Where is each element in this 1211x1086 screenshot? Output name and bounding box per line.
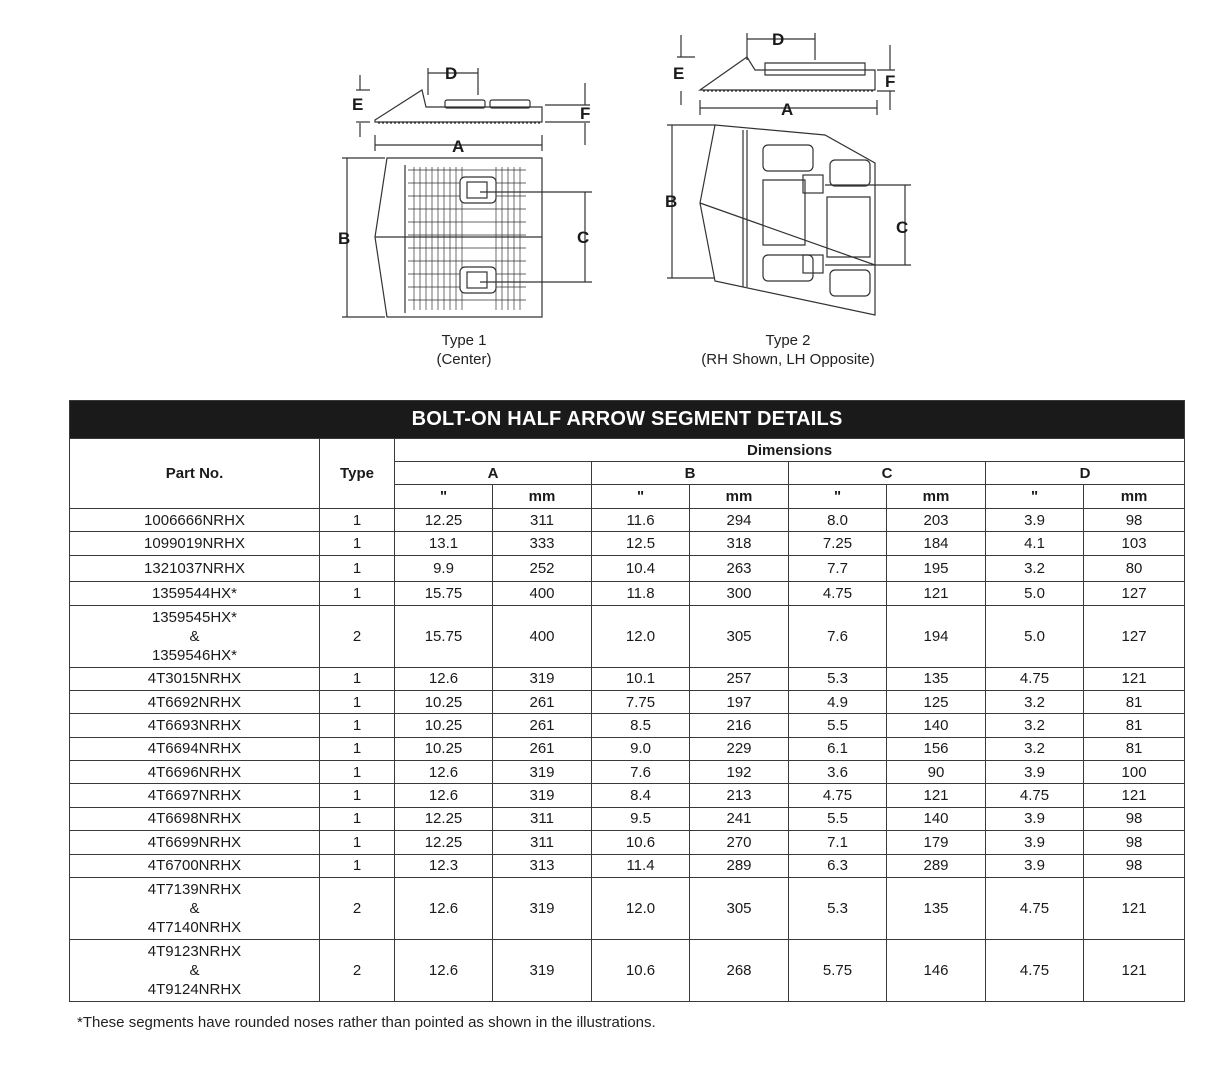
dimension-cell: 11.4 [592, 854, 690, 877]
dimension-cell: 9.5 [592, 807, 690, 830]
dimension-cell: 100 [1084, 761, 1185, 784]
header-group-d: D [986, 462, 1185, 485]
dimension-cell: 8.0 [789, 509, 887, 532]
part-number-cell [70, 509, 320, 532]
part-number-cell [70, 555, 320, 581]
part-number: 4T3015NRHX [147, 670, 242, 688]
part-number-cell [70, 784, 320, 807]
dimension-cell: 10.6 [592, 939, 690, 1001]
type-cell: 2 [320, 877, 395, 939]
segment-details-table [69, 400, 1185, 1002]
type1-caption [404, 331, 524, 369]
dim-label-a: A [452, 137, 465, 156]
dimension-cell: 261 [493, 737, 592, 760]
dimension-cell: 203 [887, 509, 986, 532]
table-row [70, 509, 1185, 532]
dim-label-d: D [445, 64, 458, 83]
type-cell: 1 [320, 582, 395, 605]
table-row [70, 555, 1185, 581]
part-number: 1099019NRHX [144, 535, 245, 553]
table-title: BOLT-ON HALF ARROW SEGMENT DETAILS [70, 401, 1185, 439]
dimension-cell: 4.75 [789, 582, 887, 605]
table-row [70, 532, 1185, 555]
dimension-cell: 81 [1084, 714, 1185, 737]
part-number: 1321037NRHX [144, 559, 245, 577]
type2-drawing [655, 25, 915, 325]
table-row [70, 831, 1185, 854]
dimension-cell: 7.25 [789, 532, 887, 555]
part-number-cell [70, 532, 320, 555]
dimension-cell: 229 [690, 737, 789, 760]
type2-dim-label-d: D [772, 30, 785, 49]
part-number: 4T7140NRHX [147, 918, 242, 936]
part-number-cell [70, 761, 320, 784]
dimension-cell: 156 [887, 737, 986, 760]
table-row [70, 667, 1185, 690]
dimension-cell: 10.25 [395, 690, 493, 713]
part-number-cell [70, 737, 320, 760]
table-row [70, 761, 1185, 784]
dimension-cell: 10.6 [592, 831, 690, 854]
dimension-cell: 3.9 [986, 761, 1084, 784]
dimension-cell: 12.6 [395, 667, 493, 690]
dimension-cell: 241 [690, 807, 789, 830]
table-row [70, 939, 1185, 1001]
table-body [70, 509, 1185, 1002]
dimension-cell: 333 [493, 532, 592, 555]
dimension-cell: 13.1 [395, 532, 493, 555]
dimension-cell: 90 [887, 761, 986, 784]
dimension-cell: 5.0 [986, 605, 1084, 667]
table-row [70, 877, 1185, 939]
header-unit: " [789, 485, 887, 509]
dimension-cell: 121 [1084, 667, 1185, 690]
type-cell: 1 [320, 532, 395, 555]
header-group-a: A [395, 462, 592, 485]
part-number: 4T6697NRHX [147, 787, 242, 805]
dimension-cell: 8.4 [592, 784, 690, 807]
dimension-cell: 5.75 [789, 939, 887, 1001]
dimension-cell: 12.25 [395, 509, 493, 532]
footnote: *These segments have rounded noses rather than pointed as shown in the illustrations. [77, 1014, 656, 1031]
dim-label-c: C [577, 228, 590, 247]
table-row [70, 807, 1185, 830]
dimension-cell: 4.9 [789, 690, 887, 713]
header-group-c: C [789, 462, 986, 485]
dimension-cell: 103 [1084, 532, 1185, 555]
table-row [70, 714, 1185, 737]
type-cell: 2 [320, 939, 395, 1001]
part-number-cell [70, 831, 320, 854]
dimension-cell: 7.7 [789, 555, 887, 581]
dimension-cell: 9.9 [395, 555, 493, 581]
type2-dim-label-e: E [673, 64, 685, 83]
type2-caption-line1: Type 2 [765, 332, 811, 349]
dimension-cell: 400 [493, 605, 592, 667]
table-row [70, 605, 1185, 667]
dimension-cell: 9.0 [592, 737, 690, 760]
dimension-cell: 305 [690, 877, 789, 939]
dim-label-b: B [338, 229, 351, 248]
part-number: 4T6692NRHX [147, 693, 242, 711]
dimension-cell: 305 [690, 605, 789, 667]
table-row [70, 737, 1185, 760]
dimension-cell: 3.9 [986, 509, 1084, 532]
dimension-cell: 195 [887, 555, 986, 581]
dimension-cell: 3.2 [986, 555, 1084, 581]
dimension-cell: 4.75 [986, 784, 1084, 807]
dimension-cell: 12.3 [395, 854, 493, 877]
part-number: 4T6693NRHX [147, 716, 242, 734]
dimension-cell: 197 [690, 690, 789, 713]
dimension-cell: 263 [690, 555, 789, 581]
dimension-cell: 12.0 [592, 605, 690, 667]
part-number-cell [70, 582, 320, 605]
header-type: Type [320, 439, 395, 509]
part-number-cell [70, 854, 320, 877]
type2-caption-line2: (RH Shown, LH Opposite) [701, 351, 875, 368]
dimension-cell: 311 [493, 831, 592, 854]
part-number-cell [70, 939, 320, 1001]
dimension-cell: 294 [690, 509, 789, 532]
part-number: 4T6700NRHX [147, 857, 242, 875]
dim-label-e: E [352, 95, 364, 114]
dimension-cell: 8.5 [592, 714, 690, 737]
dimension-cell: 98 [1084, 807, 1185, 830]
part-number-cell [70, 714, 320, 737]
dimension-cell: 289 [690, 854, 789, 877]
header-unit: " [395, 485, 493, 509]
dimension-cell: 98 [1084, 854, 1185, 877]
dimension-cell: 311 [493, 509, 592, 532]
dimension-cell: 12.0 [592, 877, 690, 939]
type-cell: 1 [320, 831, 395, 854]
dimension-cell: 268 [690, 939, 789, 1001]
dimension-cell: 261 [493, 714, 592, 737]
part-number: 1359545HX* [151, 608, 238, 626]
header-unit: " [986, 485, 1084, 509]
dimension-cell: 252 [493, 555, 592, 581]
dimension-cell: 7.75 [592, 690, 690, 713]
dimension-cell: 319 [493, 761, 592, 784]
type-cell: 1 [320, 737, 395, 760]
dimension-cell: 313 [493, 854, 592, 877]
part-number-cell [70, 807, 320, 830]
table-row [70, 690, 1185, 713]
dimension-cell: 4.1 [986, 532, 1084, 555]
dimension-cell: 192 [690, 761, 789, 784]
dimension-cell: 3.2 [986, 737, 1084, 760]
dimension-cell: 80 [1084, 555, 1185, 581]
dimension-cell: 7.6 [592, 761, 690, 784]
part-number: 4T9124NRHX [147, 980, 242, 998]
dimension-cell: 10.25 [395, 714, 493, 737]
dimension-cell: 127 [1084, 582, 1185, 605]
dimension-cell: 15.75 [395, 605, 493, 667]
dimension-cell: 4.75 [986, 877, 1084, 939]
dimension-cell: 4.75 [789, 784, 887, 807]
part-number: 4T7139NRHX [147, 880, 242, 898]
part-number: & [189, 961, 200, 979]
type1-caption-line2: (Center) [436, 351, 492, 368]
dimension-cell: 6.3 [789, 854, 887, 877]
dimension-cell: 3.9 [986, 831, 1084, 854]
dimension-cell: 12.5 [592, 532, 690, 555]
dimension-cell: 184 [887, 532, 986, 555]
dimension-cell: 261 [493, 690, 592, 713]
part-number-cell [70, 605, 320, 667]
dimension-cell: 270 [690, 831, 789, 854]
dimension-cell: 7.6 [789, 605, 887, 667]
dimension-cell: 127 [1084, 605, 1185, 667]
dimension-cell: 3.2 [986, 690, 1084, 713]
part-number-cell [70, 690, 320, 713]
header-unit: mm [1084, 485, 1185, 509]
type1-caption-line1: Type 1 [441, 332, 487, 349]
dimension-cell: 11.6 [592, 509, 690, 532]
part-number: 1359544HX* [151, 584, 238, 602]
dimension-cell: 319 [493, 939, 592, 1001]
type-cell: 1 [320, 509, 395, 532]
dimension-cell: 300 [690, 582, 789, 605]
dimension-cell: 15.75 [395, 582, 493, 605]
dimension-cell: 194 [887, 605, 986, 667]
part-number: 4T9123NRHX [147, 942, 242, 960]
type-cell: 1 [320, 714, 395, 737]
dimension-cell: 140 [887, 807, 986, 830]
dimension-cell: 319 [493, 784, 592, 807]
part-number: 1359546HX* [151, 646, 238, 664]
part-number-cell [70, 877, 320, 939]
type-cell: 1 [320, 854, 395, 877]
table-row [70, 582, 1185, 605]
type-cell: 1 [320, 807, 395, 830]
dimension-cell: 400 [493, 582, 592, 605]
dimension-cell: 11.8 [592, 582, 690, 605]
dimension-cell: 98 [1084, 509, 1185, 532]
header-unit: " [592, 485, 690, 509]
header-dimensions: Dimensions [395, 439, 1185, 462]
dimension-cell: 10.1 [592, 667, 690, 690]
dimension-cell: 319 [493, 667, 592, 690]
dimension-cell: 5.3 [789, 877, 887, 939]
header-part-no: Part No. [70, 439, 320, 509]
header-unit: mm [690, 485, 789, 509]
type-cell: 1 [320, 690, 395, 713]
dimension-cell: 319 [493, 877, 592, 939]
dim-label-f: F [580, 104, 591, 123]
type2-dim-label-f: F [885, 72, 896, 91]
dimension-cell: 257 [690, 667, 789, 690]
dimension-cell: 121 [1084, 784, 1185, 807]
illustrations [0, 0, 1211, 380]
dimension-cell: 3.9 [986, 854, 1084, 877]
type2-dim-label-b: B [665, 192, 678, 211]
type-cell: 2 [320, 605, 395, 667]
dimension-cell: 3.2 [986, 714, 1084, 737]
dimension-cell: 10.4 [592, 555, 690, 581]
dimension-cell: 213 [690, 784, 789, 807]
type1-drawing [330, 55, 610, 325]
dimension-cell: 4.75 [986, 939, 1084, 1001]
dimension-cell: 5.5 [789, 807, 887, 830]
part-number: 4T6699NRHX [147, 833, 242, 851]
dimension-cell: 125 [887, 690, 986, 713]
dimension-cell: 216 [690, 714, 789, 737]
dimension-cell: 311 [493, 807, 592, 830]
part-number: 1006666NRHX [144, 511, 245, 529]
part-number: 4T6698NRHX [147, 810, 242, 828]
table-row [70, 784, 1185, 807]
dimension-cell: 4.75 [986, 667, 1084, 690]
dimension-cell: 135 [887, 877, 986, 939]
dimension-cell: 3.6 [789, 761, 887, 784]
dimension-cell: 12.6 [395, 761, 493, 784]
dimension-cell: 12.25 [395, 831, 493, 854]
dimension-cell: 179 [887, 831, 986, 854]
type2-dim-label-c: C [896, 218, 909, 237]
dimension-cell: 12.6 [395, 784, 493, 807]
part-number: & [189, 627, 200, 645]
dimension-cell: 81 [1084, 737, 1185, 760]
type-cell: 1 [320, 555, 395, 581]
header-group-b: B [592, 462, 789, 485]
type-cell: 1 [320, 784, 395, 807]
dimension-cell: 81 [1084, 690, 1185, 713]
dimension-cell: 140 [887, 714, 986, 737]
dimension-cell: 121 [1084, 877, 1185, 939]
dimension-cell: 10.25 [395, 737, 493, 760]
dimension-cell: 146 [887, 939, 986, 1001]
type2-dim-label-a: A [781, 100, 794, 119]
part-number: 4T6696NRHX [147, 763, 242, 781]
type2-caption [678, 331, 898, 369]
dimension-cell: 121 [887, 784, 986, 807]
dimension-cell: 12.6 [395, 877, 493, 939]
dimension-cell: 5.3 [789, 667, 887, 690]
table-row [70, 854, 1185, 877]
dimension-cell: 135 [887, 667, 986, 690]
type-cell: 1 [320, 667, 395, 690]
dimension-cell: 3.9 [986, 807, 1084, 830]
dimension-cell: 5.0 [986, 582, 1084, 605]
dimension-cell: 12.6 [395, 939, 493, 1001]
dimension-cell: 12.25 [395, 807, 493, 830]
type-cell: 1 [320, 761, 395, 784]
header-unit: mm [493, 485, 592, 509]
dimension-cell: 5.5 [789, 714, 887, 737]
dimension-cell: 121 [887, 582, 986, 605]
dimension-cell: 98 [1084, 831, 1185, 854]
header-unit: mm [887, 485, 986, 509]
part-number: & [189, 899, 200, 917]
part-number: 4T6694NRHX [147, 740, 242, 758]
dimension-cell: 6.1 [789, 737, 887, 760]
dimension-cell: 318 [690, 532, 789, 555]
dimension-cell: 7.1 [789, 831, 887, 854]
part-number-cell [70, 667, 320, 690]
dimension-cell: 121 [1084, 939, 1185, 1001]
dimension-cell: 289 [887, 854, 986, 877]
